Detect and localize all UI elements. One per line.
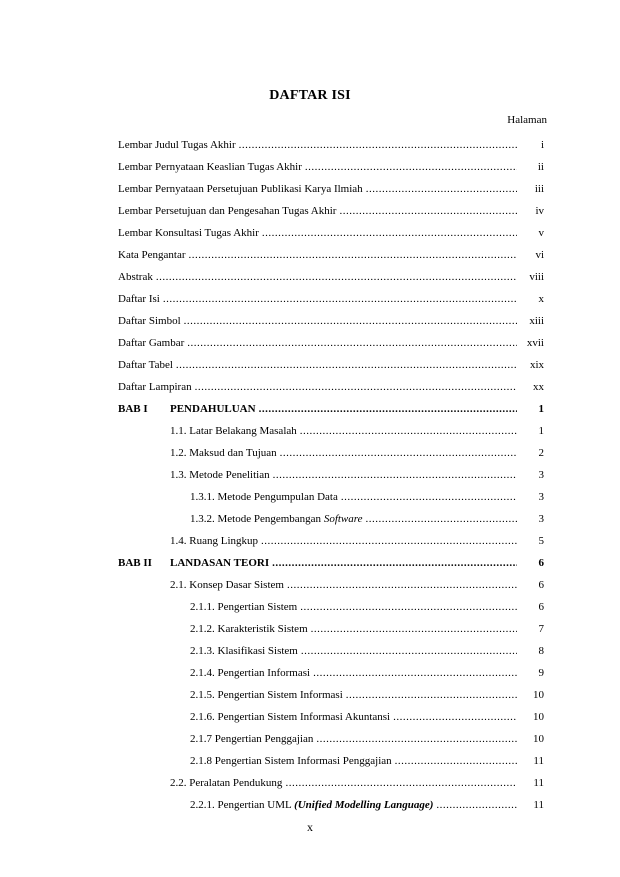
toc-leader-dots bbox=[305, 156, 517, 178]
toc-entry-label: 1.2. Maksud dan Tujuan bbox=[170, 447, 277, 459]
toc-entry-label: Lembar Judul Tugas Akhir bbox=[118, 139, 236, 151]
toc-leader-dots bbox=[184, 310, 517, 332]
halaman-label: Halaman bbox=[507, 114, 547, 126]
toc-entry-page: 10 bbox=[533, 733, 544, 745]
toc-leader-dots bbox=[339, 200, 517, 222]
toc-leader-dots bbox=[436, 794, 517, 816]
toc-entry-label: 2.1.3. Klasifikasi Sistem bbox=[190, 645, 298, 657]
toc-entry-page: 3 bbox=[538, 491, 544, 503]
toc-leader-dots bbox=[176, 354, 517, 376]
toc-leader-dots bbox=[313, 662, 517, 684]
toc-entry[interactable] bbox=[118, 376, 544, 398]
toc-subsection-entry[interactable] bbox=[118, 706, 544, 728]
toc-subsection-entry[interactable] bbox=[118, 508, 544, 530]
toc-entry-page: 7 bbox=[538, 623, 544, 635]
toc-entry-page: iv bbox=[535, 205, 544, 217]
toc-leader-dots bbox=[280, 442, 517, 464]
toc-leader-dots bbox=[366, 178, 517, 200]
toc-entry-label: Lembar Persetujuan dan Pengesahan Tugas Akhir bbox=[118, 205, 337, 217]
toc-entry-page: ii bbox=[537, 161, 544, 173]
table-of-contents bbox=[118, 134, 544, 816]
toc-leader-dots bbox=[273, 464, 517, 486]
toc-entry-page: 1 bbox=[538, 403, 544, 415]
toc-subsection-entry[interactable] bbox=[118, 794, 544, 816]
toc-entry-label: Lembar Pernyataan Persetujuan Publikasi Karya Ilmiah bbox=[118, 183, 363, 195]
toc-entry-italic-term: (Unified Modelling Language) bbox=[294, 799, 434, 811]
toc-entry-label: Daftar Tabel bbox=[118, 359, 173, 371]
page-number-footer: x bbox=[307, 820, 313, 834]
toc-leader-dots bbox=[300, 596, 517, 618]
toc-chapter-entry[interactable] bbox=[118, 552, 544, 574]
toc-entry-page: 11 bbox=[533, 755, 544, 767]
toc-leader-dots bbox=[189, 244, 518, 266]
toc-entry-page: 6 bbox=[538, 557, 544, 569]
toc-entry-label: 2.1.4. Pengertian Informasi bbox=[190, 667, 311, 679]
toc-entry-page: 2 bbox=[538, 447, 544, 459]
toc-subsection-entry[interactable] bbox=[118, 662, 544, 684]
toc-entry[interactable] bbox=[118, 310, 544, 332]
toc-subsection-entry[interactable] bbox=[118, 618, 544, 640]
toc-chapter-number: BAB I bbox=[118, 403, 148, 415]
toc-entry-page: xvii bbox=[526, 337, 544, 349]
toc-entry-label: Lembar Konsultasi Tugas Akhir bbox=[118, 227, 259, 239]
toc-entry-page: 6 bbox=[538, 601, 544, 613]
toc-entry-label: 2.1.5. Pengertian Sistem Informasi bbox=[190, 689, 343, 701]
toc-entry-label: 2.2. Peralatan Pendukung bbox=[170, 777, 283, 789]
toc-subsection-entry[interactable] bbox=[118, 640, 544, 662]
toc-leader-dots bbox=[156, 266, 517, 288]
toc-chapter-number: BAB II bbox=[118, 557, 152, 569]
toc-entry-page: x bbox=[538, 293, 544, 305]
toc-entry[interactable] bbox=[118, 134, 544, 156]
toc-leader-dots bbox=[346, 684, 517, 706]
toc-entry-page: 1 bbox=[538, 425, 544, 437]
toc-entry-page: viii bbox=[529, 271, 544, 283]
toc-leader-dots bbox=[366, 508, 517, 530]
toc-entry-page: i bbox=[540, 139, 544, 151]
toc-entry[interactable] bbox=[118, 288, 544, 310]
toc-leader-dots bbox=[393, 706, 517, 728]
toc-entry[interactable] bbox=[118, 156, 544, 178]
toc-leader-dots bbox=[300, 420, 517, 442]
toc-entry-label: Kata Pengantar bbox=[118, 249, 186, 261]
toc-entry[interactable] bbox=[118, 354, 544, 376]
toc-entry-page: iii bbox=[534, 183, 544, 195]
toc-entry-page: xiii bbox=[529, 315, 544, 327]
toc-chapter-label: PENDAHULUAN bbox=[170, 403, 256, 415]
toc-entry-label: 2.1. Konsep Dasar Sistem bbox=[170, 579, 284, 591]
toc-entry-page: 10 bbox=[533, 689, 544, 701]
toc-entry-label: 2.2.1. Pengertian UML bbox=[190, 799, 292, 811]
toc-entry-page: 11 bbox=[533, 777, 544, 789]
toc-entry-label: Daftar Gambar bbox=[118, 337, 185, 349]
toc-section-entry[interactable] bbox=[118, 442, 544, 464]
toc-leader-dots bbox=[395, 750, 517, 772]
toc-entry-label: Daftar Simbol bbox=[118, 315, 181, 327]
toc-entry-page: xix bbox=[529, 359, 544, 371]
toc-subsection-entry[interactable] bbox=[118, 750, 544, 772]
toc-entry-page: 9 bbox=[538, 667, 544, 679]
toc-entry-label: Daftar Isi bbox=[118, 293, 160, 305]
toc-chapter-label: LANDASAN TEORI bbox=[170, 557, 270, 569]
toc-leader-dots bbox=[285, 772, 517, 794]
toc-section-entry[interactable] bbox=[118, 772, 544, 794]
toc-chapter-entry[interactable] bbox=[118, 398, 544, 420]
toc-entry[interactable] bbox=[118, 266, 544, 288]
toc-entry-label: 1.3. Metode Penelitian bbox=[170, 469, 270, 481]
toc-entry-label: 2.1.7 Pengertian Penggajian bbox=[190, 733, 314, 745]
toc-section-entry[interactable] bbox=[118, 464, 544, 486]
toc-entry-page: 10 bbox=[533, 711, 544, 723]
toc-entry-page: vi bbox=[535, 249, 544, 261]
toc-entry[interactable] bbox=[118, 200, 544, 222]
toc-leader-dots bbox=[187, 332, 517, 354]
toc-section-entry[interactable] bbox=[118, 574, 544, 596]
toc-leader-dots bbox=[262, 222, 517, 244]
toc-entry-label: 1.3.2. Metode Pengembangan bbox=[190, 513, 322, 525]
toc-subsection-entry[interactable] bbox=[118, 486, 544, 508]
toc-leader-dots bbox=[301, 640, 517, 662]
toc-leader-dots bbox=[163, 288, 517, 310]
toc-entry-page: 8 bbox=[538, 645, 544, 657]
toc-subsection-entry[interactable] bbox=[118, 596, 544, 618]
toc-leader-dots bbox=[195, 376, 517, 398]
toc-section-entry[interactable] bbox=[118, 420, 544, 442]
toc-entry-page: 3 bbox=[538, 469, 544, 481]
toc-entry-label: Daftar Lampiran bbox=[118, 381, 192, 393]
toc-entry-page: v bbox=[538, 227, 544, 239]
toc-entry[interactable] bbox=[118, 178, 544, 200]
toc-leader-dots bbox=[239, 134, 517, 156]
toc-entry[interactable] bbox=[118, 222, 544, 244]
toc-section-entry[interactable] bbox=[118, 530, 544, 552]
toc-entry-label: 1.4. Ruang Lingkup bbox=[170, 535, 258, 547]
toc-leader-dots bbox=[272, 552, 517, 574]
toc-entry-page: 6 bbox=[538, 579, 544, 591]
toc-entry-page: 11 bbox=[533, 799, 544, 811]
toc-entry-label: Abstrak bbox=[118, 271, 153, 283]
toc-entry-page: xx bbox=[533, 381, 544, 393]
toc-entry-page: 3 bbox=[538, 513, 544, 525]
toc-entry-label: 2.1.6. Pengertian Sistem Informasi Akuntansi bbox=[190, 711, 391, 723]
toc-entry-label: 2.1.8 Pengertian Sistem Informasi Penggajian bbox=[190, 755, 392, 767]
toc-entry-label: 1.1. Latar Belakang Masalah bbox=[170, 425, 297, 437]
toc-entry-label: Lembar Pernyataan Keaslian Tugas Akhir bbox=[118, 161, 302, 173]
toc-entry[interactable] bbox=[118, 332, 544, 354]
toc-entry-label: 2.1.1. Pengertian Sistem bbox=[190, 601, 298, 613]
toc-leader-dots bbox=[259, 398, 517, 420]
toc-leader-dots bbox=[311, 618, 517, 640]
toc-leader-dots bbox=[261, 530, 517, 552]
toc-subsection-entry[interactable] bbox=[118, 684, 544, 706]
toc-entry-italic-term: Software bbox=[323, 513, 363, 525]
toc-leader-dots bbox=[341, 486, 517, 508]
toc-entry-label: 1.3.1. Metode Pengumpulan Data bbox=[190, 491, 338, 503]
toc-subsection-entry[interactable] bbox=[118, 728, 544, 750]
toc-leader-dots bbox=[316, 728, 517, 750]
toc-leader-dots bbox=[287, 574, 517, 596]
toc-entry-label: 2.1.2. Karakteristik Sistem bbox=[190, 623, 308, 635]
toc-entry[interactable] bbox=[118, 244, 544, 266]
page-title: DAFTAR ISI bbox=[269, 88, 351, 103]
toc-entry-page: 5 bbox=[538, 535, 544, 547]
